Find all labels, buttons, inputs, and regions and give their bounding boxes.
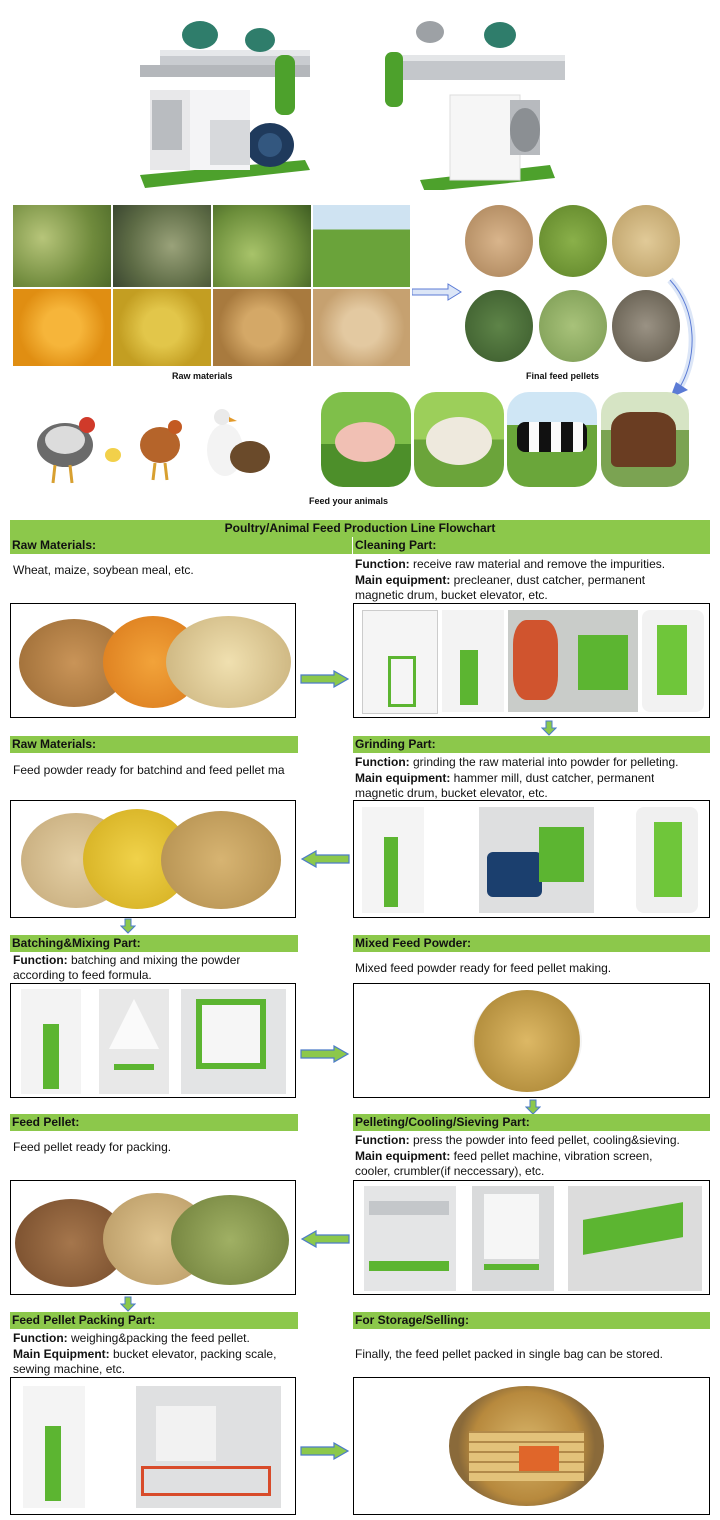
green-arrow-down-icon-4 xyxy=(120,1296,136,1312)
pellet-mill-machine xyxy=(364,1186,456,1291)
hammer-mill-machine xyxy=(479,807,594,913)
grinding-equipment: Main equipment: hammer mill, dust catcher, permanent xyxy=(355,771,655,785)
precleaner-machine xyxy=(362,610,438,714)
packing-equipment: Main Equipment: bucket elevator, packing scale, xyxy=(13,1347,277,1361)
batching-function: Function: batching and mixing the powder xyxy=(13,953,241,967)
packing-equipment-box xyxy=(10,1377,296,1515)
pellet-circle-3-image xyxy=(612,205,680,277)
pigs-image xyxy=(321,392,411,487)
batching-equipment-box xyxy=(10,983,296,1098)
storage-text: Finally, the feed pellet packed in single bag can be stored. xyxy=(355,1347,663,1361)
batching-heading: Batching&Mixing Part: xyxy=(10,935,298,952)
raw-materials-1-heading: Raw Materials: xyxy=(10,537,352,554)
feed-pellet-text: Feed pellet ready for packing. xyxy=(13,1140,172,1154)
cleaning-equipment: Main equipment: precleaner, dust catcher, permanent xyxy=(355,573,646,587)
batching-bin-machine xyxy=(99,989,169,1094)
pelleting-equipment: Main equipment: feed pellet machine, vibration screen, xyxy=(355,1149,653,1163)
grinding-magnetic-drum xyxy=(636,807,698,913)
feed-powder-box xyxy=(10,800,296,918)
pellet-circle-5-image xyxy=(539,290,607,362)
cleaning-equipment-line2: magnetic drum, bucket elevator, etc. xyxy=(355,588,548,602)
dust-catcher-machine xyxy=(442,610,504,712)
raw-material-field-bales-image xyxy=(313,205,410,287)
raw-material-soybean-image xyxy=(113,289,211,366)
pelleting-function: Function: press the powder into feed pellet, cooling&sieving. xyxy=(355,1133,680,1147)
feed-pellet-box xyxy=(10,1180,296,1295)
raw-material-grass-bales-image xyxy=(213,205,311,287)
bucket-elevator-machine xyxy=(642,610,704,712)
raw-grains-box xyxy=(10,603,296,718)
mixed-powder-heading: Mixed Feed Powder: xyxy=(353,935,710,952)
feed-pellet-heading: Feed Pellet: xyxy=(10,1114,298,1131)
grinding-equipment-line2: magnetic drum, bucket elevator, etc. xyxy=(355,786,548,800)
feed-animals-caption: Feed your animals xyxy=(309,496,389,506)
grinding-function: Function: grinding the raw material into powder for pelleting. xyxy=(355,755,679,769)
raw-material-hay-bales-image xyxy=(13,205,111,287)
blue-arrow-right-icon xyxy=(412,283,462,301)
sheep-image xyxy=(414,392,504,487)
powder-circle-3 xyxy=(161,811,281,909)
pellet-machine-left-image xyxy=(130,10,315,190)
blue-curved-arrow-icon xyxy=(640,270,700,410)
packing-bucket-elevator xyxy=(23,1386,85,1508)
raw-material-silage-image xyxy=(113,205,211,287)
final-pellets-caption: Final feed pellets xyxy=(526,371,600,381)
bag-stack-circle xyxy=(449,1386,604,1506)
cleaning-function: Function: receive raw material and remove the impurities. xyxy=(355,557,666,571)
pellet-machine-right-image xyxy=(380,10,570,190)
green-arrow-down-icon-2 xyxy=(120,918,136,934)
grinding-heading: Grinding Part: xyxy=(353,736,710,753)
green-arrow-down-icon-3 xyxy=(525,1099,541,1115)
cleaning-heading: Cleaning Part: xyxy=(353,537,710,554)
green-arrow-left-icon xyxy=(300,850,350,868)
raw-materials-caption: Raw materials xyxy=(172,371,233,381)
storage-box xyxy=(353,1377,710,1515)
green-arrow-left-icon-2 xyxy=(300,1230,350,1248)
pelleting-heading: Pelleting/Cooling/Sieving Part: xyxy=(353,1114,710,1131)
storage-heading: For Storage/Selling: xyxy=(353,1312,710,1329)
pelleting-equipment-box xyxy=(353,1180,710,1295)
grinding-equipment-box xyxy=(353,800,710,918)
raw-material-wheat-image xyxy=(213,289,311,366)
cows-image xyxy=(507,392,597,487)
sieving-machine xyxy=(568,1186,702,1291)
pellet-circle-green xyxy=(171,1195,289,1285)
raw-material-barley-image xyxy=(313,289,410,366)
pelleting-equipment-line2: cooler, crumbler(if neccessary), etc. xyxy=(355,1164,545,1178)
green-arrow-right-icon-2 xyxy=(300,1045,350,1063)
magnetic-drum-machine xyxy=(508,610,638,712)
mixed-powder-circle xyxy=(472,990,582,1092)
green-arrow-right-icon xyxy=(300,670,350,688)
cleaning-equipment-box xyxy=(353,603,710,718)
green-arrow-down-icon xyxy=(541,720,557,736)
packing-scale-machine xyxy=(136,1386,281,1508)
batching-bucket-elevator xyxy=(21,989,81,1094)
mixer-machine xyxy=(181,989,286,1094)
raw-material-corn-image xyxy=(13,289,111,366)
pellet-circle-4-image xyxy=(465,290,533,362)
packing-heading: Feed Pellet Packing Part: xyxy=(10,1312,298,1329)
flowchart-title: Poultry/Animal Feed Production Line Flowchart xyxy=(10,520,710,537)
raw-materials-2-text: Feed powder ready for batchind and feed pellet ma xyxy=(13,763,285,777)
green-arrow-right-icon-3 xyxy=(300,1442,350,1460)
horses-image xyxy=(601,392,689,487)
poultry-birds-image xyxy=(15,395,275,490)
grinding-bucket-elevator xyxy=(362,807,424,913)
pellet-circle-2-image xyxy=(539,205,607,277)
raw-materials-2-heading: Raw Materials: xyxy=(10,736,298,753)
mixed-powder-text: Mixed feed powder ready for feed pellet making. xyxy=(355,961,612,975)
pellet-circle-1-image xyxy=(465,205,533,277)
soybean-meal-circle xyxy=(166,616,291,708)
mixed-powder-box xyxy=(353,983,710,1098)
cooler-machine xyxy=(472,1186,554,1291)
packing-equipment-line2: sewing machine, etc. xyxy=(13,1362,126,1376)
raw-materials-1-text: Wheat, maize, soybean meal, etc. xyxy=(13,563,194,577)
batching-function-line2: according to feed formula. xyxy=(13,968,152,982)
packing-function: Function: weighing&packing the feed pellet. xyxy=(13,1331,250,1345)
